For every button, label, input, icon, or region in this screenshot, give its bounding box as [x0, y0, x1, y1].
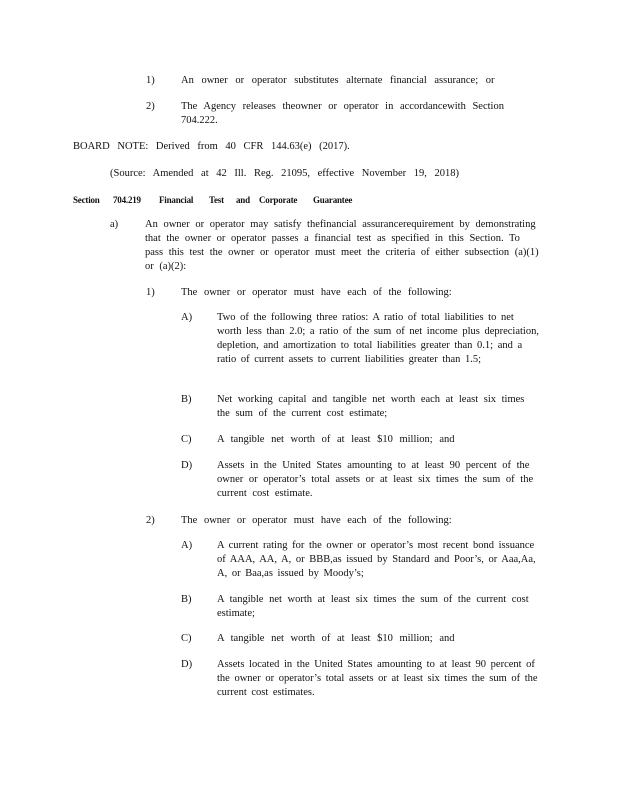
paragraph-label: a) [110, 219, 119, 230]
item-label: D) [181, 460, 193, 471]
section-title-word: Corporate [259, 195, 298, 205]
item-label: C) [181, 633, 192, 644]
item-label: B) [181, 394, 192, 405]
subsection-label: 2) [146, 515, 155, 526]
item-text: Two of the following three ratios: A ratio of total liabilities to net worth less than 2.0; a ratio of the sum of net income plus depreciation, depletion, and amortization to total liabilities greater than 0.1; and a ratio of current assets to current liabilities greater than 1.5; [217, 312, 539, 365]
item-text: A current rating for the owner or operator’s most recent bond issuance of AAA, AA, A, or BBB,as issued by Standard and Poor’s, or Aaa,Aa, A, or Baa,as issued by Moody’s; [217, 540, 536, 579]
item-text: A tangible net worth at least six times the sum of the current cost estimate; [217, 594, 529, 619]
item-label: 2) [146, 101, 155, 112]
section-number: 704.219 [113, 195, 141, 205]
item-label: C) [181, 434, 192, 445]
subsection-text: The owner or operator must have each of the following: [181, 287, 452, 298]
paragraph-text: An owner or operator may satisfy thefinancial assurancerequirement by demonstrating that the owner or operator passes a financial test as specified in this Section. To pass this test the owner or operator must meet the criteria of either subsection (a)(1) or (a)(2): [145, 219, 539, 272]
item-label: A) [181, 540, 193, 551]
section-title-word: Financial [159, 195, 194, 205]
item-label: B) [181, 594, 192, 605]
item-text: Assets in the United States amounting to at least 90 percent of the owner or operator’s total assets or at least six times the sum of the current cost estimate. [217, 460, 534, 499]
section-title-word: Guarantee [313, 195, 353, 205]
section-title-word: and [236, 195, 250, 205]
item-text: Net working capital and tangible net worth each at least six times the sum of the current cost estimate; [217, 394, 525, 419]
item-text: Assets located in the United States amounting to at least 90 percent of the owner or operator’s total assets or at least six times the sum of the current cost estimates. [217, 659, 538, 698]
item-label: 1) [146, 75, 155, 86]
subsection-label: 1) [146, 287, 155, 298]
subsection-text: The owner or operator must have each of the following: [181, 515, 452, 526]
item-text: The Agency releases theowner or operator in accordancewith Section 704.222. [181, 101, 504, 126]
item-text: An owner or operator substitutes alternate financial assurance; or [181, 75, 495, 86]
item-label: A) [181, 312, 193, 323]
item-text: A tangible net worth of at least $10 million; and [217, 434, 455, 445]
item-text: A tangible net worth of at least $10 million; and [217, 633, 455, 644]
item-label: D) [181, 659, 193, 670]
board-note: BOARD NOTE: Derived from 40 CFR 144.63(e) (2017). [73, 141, 350, 152]
section-word: Section [73, 195, 100, 205]
section-title-word: Test [209, 195, 224, 205]
source-note: (Source: Amended at 42 Ill. Reg. 21095, effective November 19, 2018) [110, 168, 459, 179]
